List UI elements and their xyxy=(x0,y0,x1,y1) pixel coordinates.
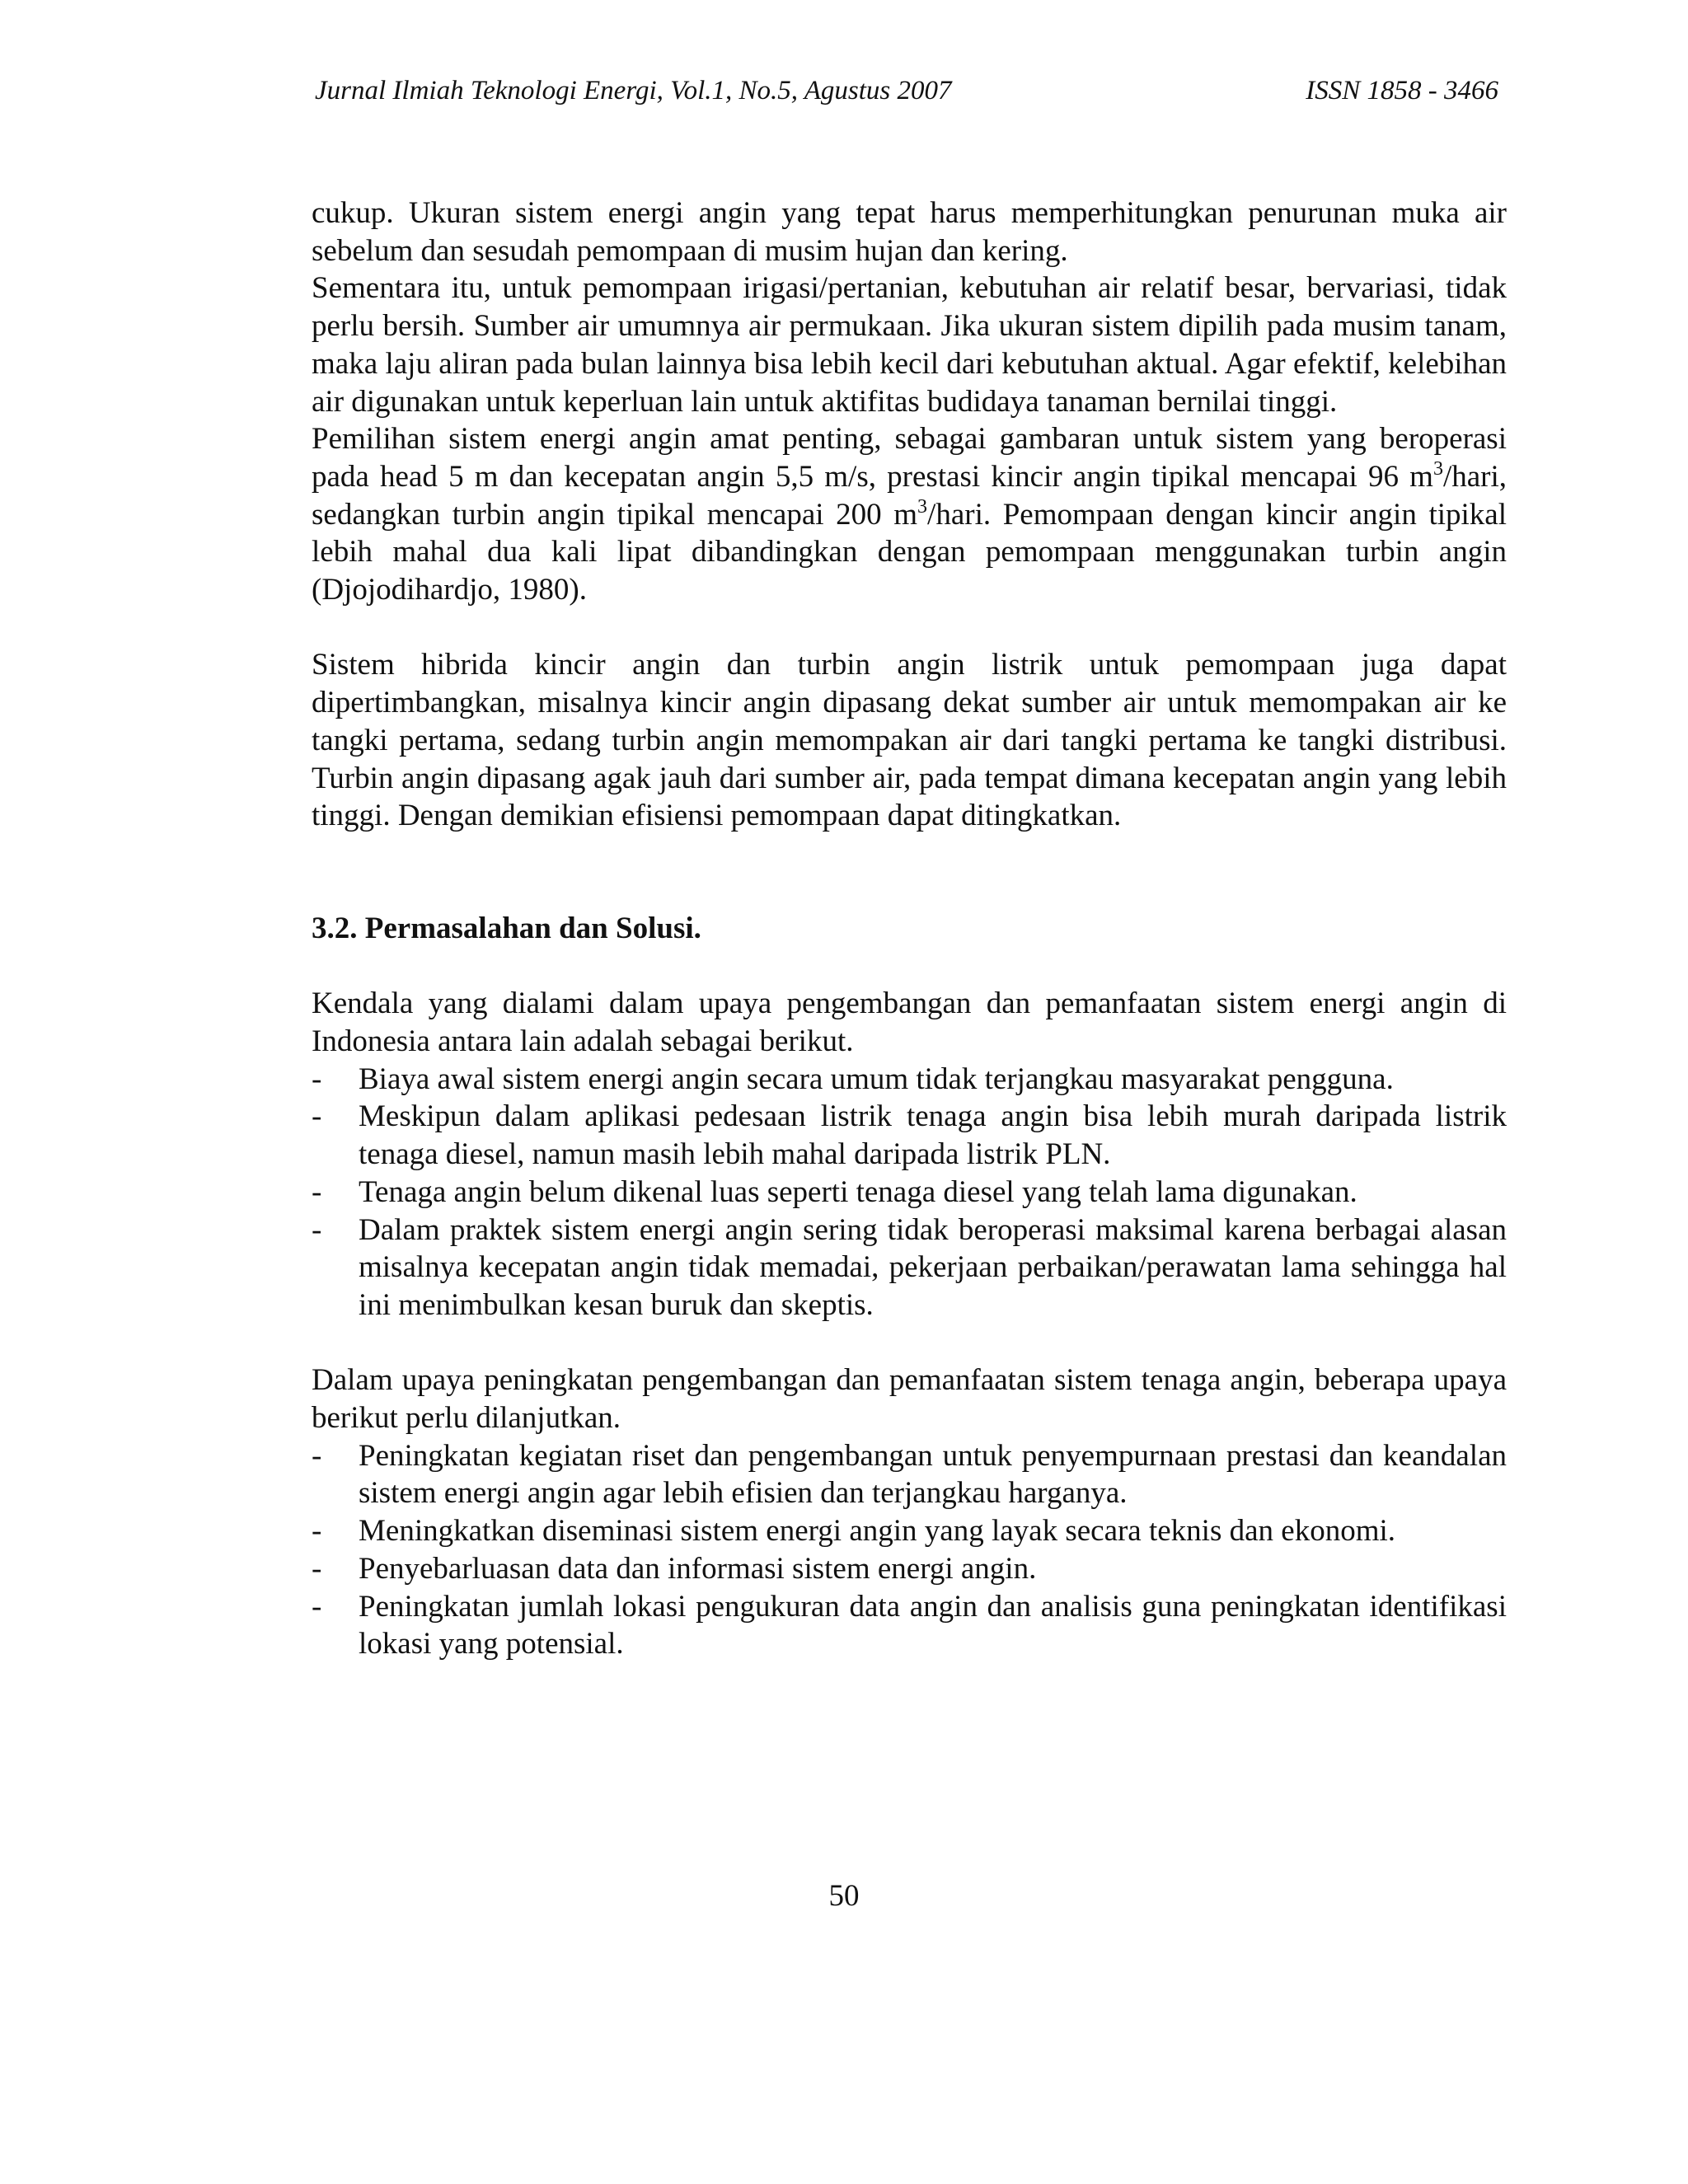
body-text xyxy=(312,194,1507,1663)
dash-bullet: - xyxy=(312,1514,322,1549)
dash-bullet: - xyxy=(312,1212,322,1247)
list-item-text: Meskipun dalam aplikasi pedesaan listrik tenaga angin bisa lebih murah daripada listrik tenaga diesel, namun masih lebih mahal daripada listrik PLN. xyxy=(359,1099,1507,1172)
superscript-cubic-2: 3 xyxy=(917,495,928,518)
issn: ISSN 1858 - 3466 xyxy=(1306,76,1498,105)
list-item-text: Tenaga angin belum dikenal luas seperti tenaga diesel yang telah lama digunakan. xyxy=(359,1174,1357,1209)
dash-bullet: - xyxy=(312,1099,322,1134)
paragraph-6: Dalam upaya peningkatan pengembangan dan pemanfaatan sistem tenaga angin, beberapa upaya berikut perlu dilanjutkan. xyxy=(312,1363,1507,1436)
superscript-cubic-1: 3 xyxy=(1432,457,1443,480)
paragraph-5: Kendala yang dialami dalam upaya pengembangan dan pemanfaatan sistem energi angin di Indonesia antara lain adalah sebagai berikut. xyxy=(312,987,1507,1059)
paragraph-1: cukup. Ukuran sistem energi angin yang tepat harus memperhitungkan penurunan muka air sebelum dan sesudah pemompaan di musim hujan dan kering. xyxy=(312,196,1507,268)
dash-bullet: - xyxy=(312,1438,322,1473)
list-item xyxy=(312,1212,1507,1324)
dash-bullet: - xyxy=(312,1589,322,1624)
dash-bullet: - xyxy=(312,1062,322,1096)
solutions-list xyxy=(312,1437,1507,1663)
list-item xyxy=(312,1512,1507,1550)
dash-bullet: - xyxy=(312,1551,322,1586)
list-item xyxy=(312,1550,1507,1588)
list-item xyxy=(312,1174,1507,1212)
dash-bullet: - xyxy=(312,1174,322,1209)
paragraph-3-part-1: Pemilihan sistem energi angin amat penting, sebagai gambaran untuk sistem yang beroperasi pada head 5 m dan kecepatan angin 5,5 m/s, prestasi kincir angin tipikal mencapai 96 m xyxy=(312,422,1507,494)
page-number: 50 xyxy=(828,1879,860,1913)
paragraph-3-part-3: /hari. Pemompaan dengan kincir angin tipikal lebih mahal dua kali lipat dibandingkan dengan pemompaan menggunakan turbin angin (Djojodihardjo, 1980). xyxy=(312,497,1507,607)
paragraph-4: Sistem hibrida kincir angin dan turbin angin listrik untuk pemompaan juga dapat dipertimbangkan, misalnya kincir angin dipasang dekat sumber air untuk memompakan air ke tangki pertama, sedang turbin angin memompakan air dari tangki pertama ke tangki distribusi. Turbin angin dipasang agak jauh dari sumber air, pada tempat dimana kecepatan angin yang lebih tinggi. Dengan demikian efisiensi pemompaan dapat ditingkatkan. xyxy=(312,648,1507,833)
list-item-text: Biaya awal sistem energi angin secara umum tidak terjangkau masyarakat pengguna. xyxy=(359,1062,1394,1096)
section-heading: 3.2. Permasalahan dan Solusi. xyxy=(312,911,701,945)
paragraph-3 xyxy=(312,420,1507,609)
list-item-text: Penyebarluasan data dan informasi sistem energi angin. xyxy=(359,1551,1037,1586)
running-header xyxy=(315,73,1498,109)
journal-citation: Jurnal Ilmiah Teknologi Energi, Vol.1, No.5, Agustus 2007 xyxy=(315,76,952,105)
list-item-text: Peningkatan jumlah lokasi pengukuran data angin dan analisis guna peningkatan identifikasi lokasi yang potensial. xyxy=(359,1589,1507,1661)
list-item-text: Peningkatan kegiatan riset dan pengembangan untuk penyempurnaan prestasi dan keandalan sistem energi angin agar lebih efisien dan terjangkau harganya. xyxy=(359,1438,1507,1511)
list-item xyxy=(312,1061,1507,1099)
list-item-text: Dalam praktek sistem energi angin sering tidak beroperasi maksimal karena berbagai alasan misalnya kecepatan angin tidak memadai, pekerjaan perbaikan/perawatan lama sehingga hal ini menimbulkan kesan buruk dan skeptis. xyxy=(359,1212,1507,1322)
list-item-text: Meningkatkan diseminasi sistem energi angin yang layak secara teknis dan ekonomi. xyxy=(359,1514,1396,1549)
list-item xyxy=(312,1098,1507,1173)
list-item xyxy=(312,1437,1507,1512)
paragraph-2: Sementara itu, untuk pemompaan irigasi/pertanian, kebutuhan air relatif besar, bervariasi, tidak perlu bersih. Sumber air umumnya air permukaan. Jika ukuran sistem dipilih pada musim tanam, maka laju aliran pada bulan lainnya bisa lebih kecil dari kebutuhan aktual. Agar efektif, kelebihan air digunakan untuk keperluan lain untuk aktifitas budidaya tanaman bernilai tinggi. xyxy=(312,271,1507,419)
constraints-list xyxy=(312,1061,1507,1324)
list-item xyxy=(312,1588,1507,1663)
paragraph-3-part-2: /hari, sedangkan turbin angin tipikal mencapai 200 m xyxy=(312,459,1507,532)
